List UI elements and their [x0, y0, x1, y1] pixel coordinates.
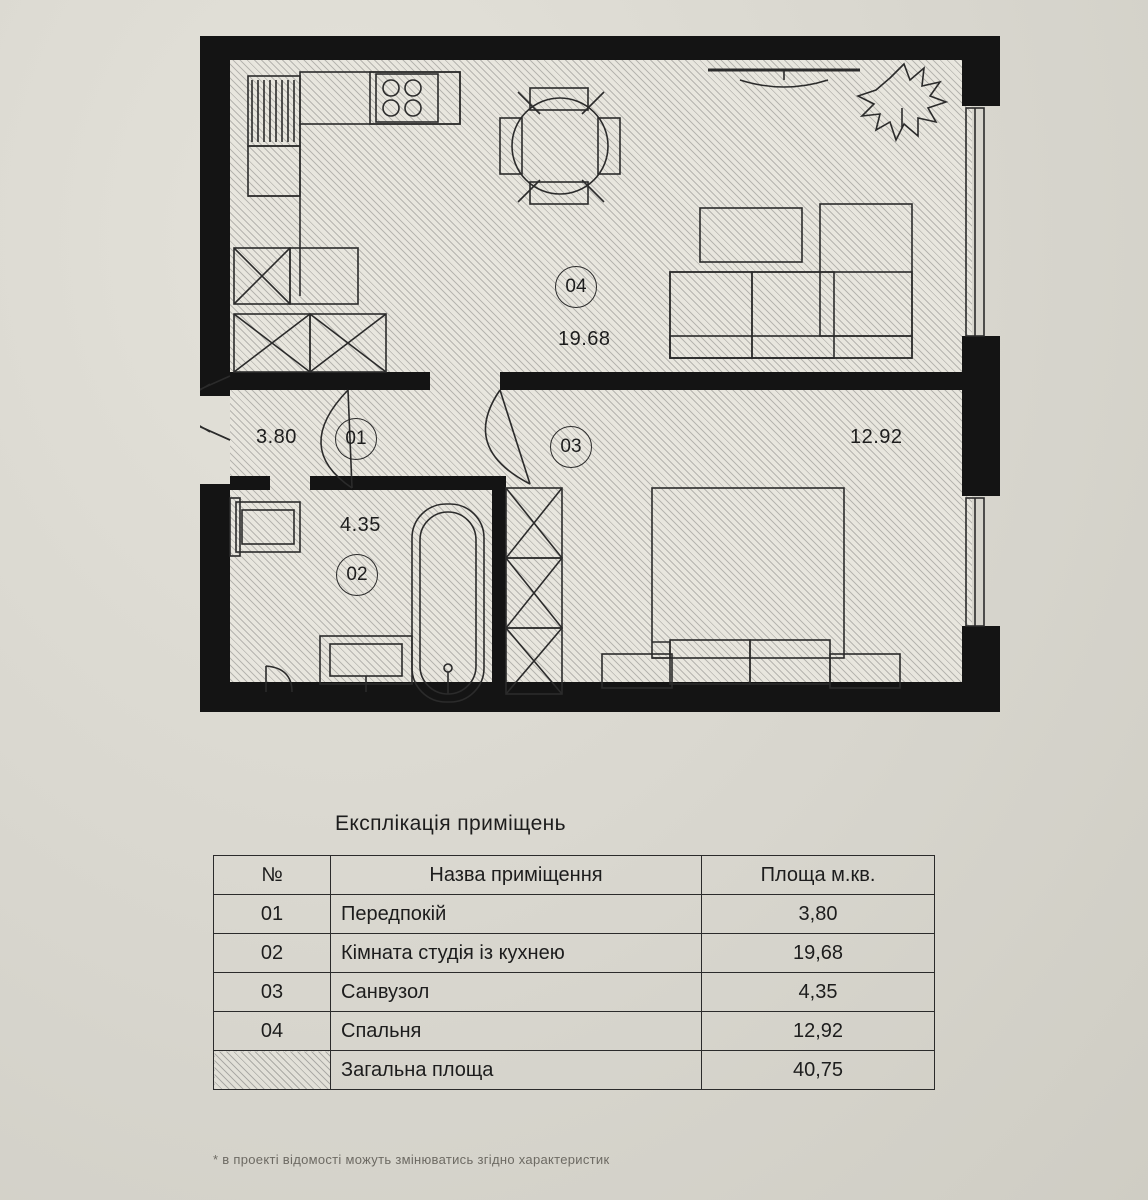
table-title: Експлікація приміщень [335, 812, 566, 835]
room-marker-03 [550, 426, 592, 468]
row-name: Санвузол [331, 973, 702, 1012]
row-name: Спальня [331, 1012, 702, 1051]
row-number: 01 [214, 895, 331, 934]
header-area: Площа м.кв. [702, 856, 935, 895]
footnote: * в проекті відомості можуть змінюватись згідно характеристик [213, 1152, 610, 1167]
table-row [214, 1012, 935, 1051]
room-marker-04-label: 04 [565, 276, 587, 297]
row-number: 02 [214, 934, 331, 973]
room-area-03: 12.92 [850, 426, 903, 448]
room-area-02: 4.35 [340, 514, 381, 536]
table-row [214, 895, 935, 934]
table-header-row [214, 856, 935, 895]
row-number: 04 [214, 1012, 331, 1051]
header-room-name: Назва приміщення [331, 856, 702, 895]
total-label: Загальна площа [331, 1051, 702, 1090]
room-area-04: 19.68 [558, 328, 611, 350]
row-area: 3,80 [702, 895, 935, 934]
room-marker-02 [336, 554, 378, 596]
plan-details-svg [200, 36, 1000, 712]
row-area: 12,92 [702, 1012, 935, 1051]
total-number [214, 1051, 331, 1090]
table-total-row [214, 1051, 935, 1090]
room-area-01: 3.80 [256, 426, 297, 448]
row-name: Кімната студія із кухнею [331, 934, 702, 973]
room-marker-04 [555, 266, 597, 308]
row-name: Передпокій [331, 895, 702, 934]
room-marker-01 [335, 418, 377, 460]
table-row [214, 973, 935, 1012]
room-marker-03-label: 03 [560, 436, 582, 457]
explication-table [213, 855, 935, 1090]
header-number: № [214, 856, 331, 895]
row-area: 19,68 [702, 934, 935, 973]
table-row [214, 934, 935, 973]
row-area: 4,35 [702, 973, 935, 1012]
room-marker-01-label: 01 [345, 428, 367, 449]
floor-plan [200, 36, 1000, 712]
row-number: 03 [214, 973, 331, 1012]
total-area: 40,75 [702, 1051, 935, 1090]
room-marker-02-label: 02 [346, 564, 368, 585]
